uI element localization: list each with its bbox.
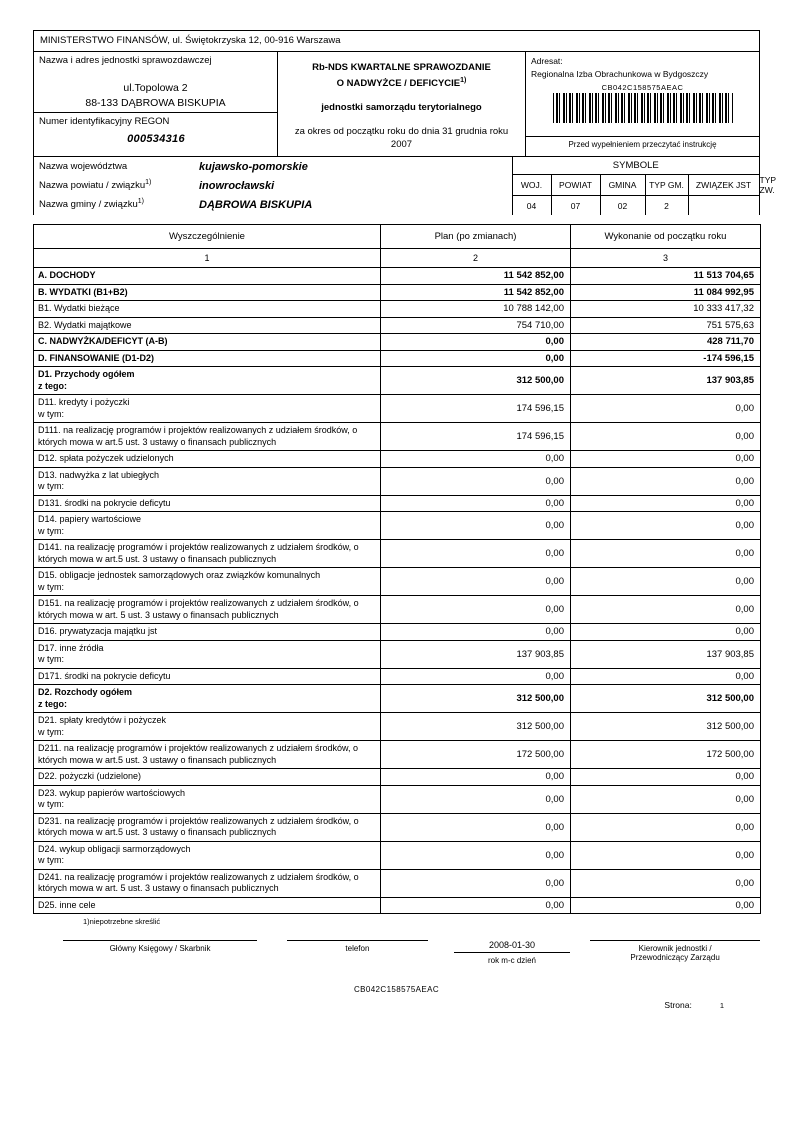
row-description-line: D17. inne źródła xyxy=(38,642,104,653)
row-execution-value: -174 596,15 xyxy=(571,350,761,367)
geo-value-wojewodztwo: kujawsko-pomorskie xyxy=(199,160,308,173)
date-value: 2008-01-30 xyxy=(488,940,535,950)
row-description-line: D14. papiery wartościowe xyxy=(38,514,142,524)
header-main xyxy=(33,51,760,156)
row-description xyxy=(34,284,381,301)
symbols-block xyxy=(513,157,777,215)
table-row xyxy=(34,769,761,786)
row-plan-value: 0,00 xyxy=(381,334,571,351)
regon-value: 000534316 xyxy=(127,133,185,145)
row-plan-value: 0,00 xyxy=(381,813,571,841)
row-description-line: D141. na realizację programów i projektów realizowanych z udziałem środków, o których mowa w art.5 ust. 3 ustawy o finansach publicznych xyxy=(38,542,359,564)
row-description xyxy=(34,334,381,351)
symbols-table xyxy=(513,175,777,215)
row-description xyxy=(34,668,381,685)
form-title-line2: O NADWYŻCE / DEFICYCIE$^{1)}$ xyxy=(336,77,467,90)
barcode-block xyxy=(526,81,759,136)
symbols-header-gmina: GMINA xyxy=(600,175,645,196)
row-plan-value: 0,00 xyxy=(381,668,571,685)
footnote-marker-3: 1) xyxy=(137,198,144,206)
row-description xyxy=(34,467,381,495)
signature-label-phone: telefon xyxy=(345,944,370,953)
footnote-text: 1)niepotrzebne skreślić xyxy=(83,917,161,926)
budget-table-header-row xyxy=(34,225,761,249)
row-execution-value: 0,00 xyxy=(571,395,761,423)
unit-address-line1: ul.Topolowa 2 xyxy=(123,82,188,94)
row-execution-value: 11 513 704,65 xyxy=(571,268,761,285)
symbols-header-powiat: POWIAT xyxy=(551,175,600,196)
symbols-value-powiat: 07 xyxy=(551,196,600,216)
row-description-line: D111. na realizację programów i projektów realizowanych z udziałem środków, o których mowa w art.5 ust. 3 ustawy o finansach publicznych xyxy=(38,425,358,447)
row-description-line: D25. inne cele xyxy=(38,899,96,910)
table-row xyxy=(34,540,761,568)
row-description xyxy=(34,367,381,395)
row-description-line: C. NADWYŻKA/DEFICYT (A-B) xyxy=(38,336,168,346)
table-row xyxy=(34,317,761,334)
row-plan-value: 0,00 xyxy=(381,624,571,641)
addressee-value: Regionalna Izba Obrachunkowa w Bydgoszczy xyxy=(531,69,709,79)
signature-line-phone xyxy=(287,940,428,942)
row-description xyxy=(34,568,381,596)
signature-line-head xyxy=(590,940,760,942)
form-title-line1: Rb-NDS KWARTALNE SPRAWOZDANIE xyxy=(312,62,491,73)
row-execution-value: 11 084 992,95 xyxy=(571,284,761,301)
row-description-line: D. FINANSOWANIE (D1-D2) xyxy=(38,352,155,363)
row-description-line: D15. obligacje jednostek samorządowych oraz związków komunalnych xyxy=(38,570,321,580)
row-plan-value: 0,00 xyxy=(381,769,571,786)
table-row xyxy=(34,284,761,301)
form-title-block xyxy=(278,52,526,156)
signature-label-head-2: Przewodniczący Zarządu xyxy=(630,953,720,962)
row-execution-value: 0,00 xyxy=(571,813,761,841)
row-description-line: D211. na realizację programów i projektów realizowanych z udziałem środków, o których mowa w art.5 ust. 3 ustawy o finansach publicznych xyxy=(38,743,358,765)
table-row xyxy=(34,568,761,596)
row-description-line: D2. Rozchody ogółem xyxy=(38,687,133,697)
symbols-value-gmina: 02 xyxy=(600,196,645,216)
row-execution-value: 0,00 xyxy=(571,423,761,451)
geo-row-powiat xyxy=(34,176,512,195)
instruction-note: Przed wypełnieniem przeczytać instrukcję xyxy=(526,136,759,156)
row-description xyxy=(34,713,381,741)
row-execution-value: 0,00 xyxy=(571,495,761,512)
addressee xyxy=(526,52,759,81)
row-description-line: B. WYDATKI (B1+B2) xyxy=(38,286,128,297)
geo-label-powiat: Nazwa powiatu / związku$^{1)}$ xyxy=(39,179,152,192)
row-description xyxy=(34,640,381,668)
row-description xyxy=(34,785,381,813)
symbols-header-typgm: TYP GM. xyxy=(645,175,688,196)
unit-address xyxy=(34,68,277,113)
row-execution-value: 0,00 xyxy=(571,512,761,540)
barcode-text: CB042C158575AEAC xyxy=(601,83,684,92)
col-header-execution: Wykonanie od początku roku xyxy=(571,225,761,249)
row-plan-value: 0,00 xyxy=(381,596,571,624)
geo-block xyxy=(33,156,777,215)
symbols-header-woj: WOJ. xyxy=(513,175,552,196)
row-execution-value: 0,00 xyxy=(571,467,761,495)
row-description-line: D22. pożyczki (udzielone) xyxy=(38,771,142,781)
table-row xyxy=(34,301,761,318)
table-row xyxy=(34,367,761,395)
row-plan-value: 0,00 xyxy=(381,495,571,512)
col-header-plan: Plan (po zmianach) xyxy=(381,225,571,249)
signature-row xyxy=(33,940,760,965)
col-number-3: 3 xyxy=(571,249,761,268)
row-description-line: D11. kredyty i pożyczki xyxy=(38,397,130,407)
reporting-unit-block xyxy=(34,52,278,156)
symbols-header-row: WOJ. POWIAT GMINA TYP GM. ZWIĄZEK JST TYP ZW. xyxy=(513,175,760,196)
row-description-line: D12. spłata pożyczek udzielonych xyxy=(38,453,174,463)
row-description-line: w tym: xyxy=(38,726,64,737)
row-execution-value: 0,00 xyxy=(571,540,761,568)
row-description-line: D231. na realizację programów i projektów realizowanych z udziałem środków, o których mowa w art.5 ust. 3 ustawy o finansach publicznych xyxy=(38,815,359,837)
row-execution-value: 312 500,00 xyxy=(571,713,761,741)
signature-head xyxy=(590,940,760,965)
form-title-line3: jednostki samorządu terytorialnego xyxy=(321,102,482,114)
row-description xyxy=(34,685,381,713)
footer-code: CB042C158575AEAC xyxy=(353,985,440,994)
row-description xyxy=(34,301,381,318)
row-execution-value: 751 575,63 xyxy=(571,317,761,334)
col-header-description: Wyszczególnienie xyxy=(34,225,381,249)
row-description xyxy=(34,596,381,624)
row-description-line: D13. nadwyżka z lat ubiegłych xyxy=(38,469,160,480)
row-description xyxy=(34,317,381,334)
col-number-1: 1 xyxy=(34,249,381,268)
row-plan-value: 312 500,00 xyxy=(381,713,571,741)
regon-block xyxy=(34,113,277,156)
table-row xyxy=(34,423,761,451)
row-execution-value: 10 333 417,32 xyxy=(571,301,761,318)
row-description-line: w tym: xyxy=(38,525,64,536)
row-execution-value: 0,00 xyxy=(571,568,761,596)
row-description-line: D131. środki na pokrycie deficytu xyxy=(38,497,171,508)
row-execution-value: 0,00 xyxy=(571,769,761,786)
signature-treasurer xyxy=(63,940,257,965)
row-description-line: D171. środki na pokrycie deficytu xyxy=(38,670,171,681)
row-plan-value: 0,00 xyxy=(381,467,571,495)
form-sheet xyxy=(33,30,777,1010)
row-plan-value: 137 903,85 xyxy=(381,640,571,668)
table-row xyxy=(34,869,761,897)
row-description xyxy=(34,841,381,869)
row-execution-value: 0,00 xyxy=(571,869,761,897)
table-row xyxy=(34,785,761,813)
row-plan-value: 174 596,15 xyxy=(381,395,571,423)
footnote-marker-2: 1) xyxy=(145,179,152,187)
row-plan-value: 0,00 xyxy=(381,785,571,813)
row-execution-value: 172 500,00 xyxy=(571,741,761,769)
table-row xyxy=(34,640,761,668)
row-execution-value: 312 500,00 xyxy=(571,685,761,713)
symbols-value-zwiazek xyxy=(688,196,759,216)
unit-label: Nazwa i adres jednostki sprawozdawczej xyxy=(39,55,212,66)
row-description-line: w tym: xyxy=(38,654,64,664)
geo-names xyxy=(34,157,513,215)
regon-label: Numer identyfikacyjny REGON xyxy=(39,116,170,127)
budget-table-number-row xyxy=(34,249,761,268)
row-plan-value: 0,00 xyxy=(381,841,571,869)
table-row xyxy=(34,596,761,624)
row-description xyxy=(34,512,381,540)
row-description-line: z tego: xyxy=(38,380,67,391)
row-execution-value: 137 903,85 xyxy=(571,640,761,668)
row-execution-value: 0,00 xyxy=(571,785,761,813)
signature-label-head-1: Kierownik jednostki / xyxy=(638,944,712,953)
table-row xyxy=(34,741,761,769)
row-description xyxy=(34,624,381,641)
row-description xyxy=(34,451,381,468)
row-plan-value: 10 788 142,00 xyxy=(381,301,571,318)
date-label: rok m-c dzień xyxy=(487,956,536,965)
row-plan-value: 312 500,00 xyxy=(381,685,571,713)
signature-date xyxy=(454,940,570,965)
table-row xyxy=(34,467,761,495)
row-description xyxy=(34,268,381,285)
ministry-header: MINISTERSTWO FINANSÓW, ul. Świętokrzyska 12, 00-916 Warszawa xyxy=(33,30,760,51)
table-row xyxy=(34,334,761,351)
symbols-header-zwiazek: ZWIĄZEK JST xyxy=(688,175,759,196)
table-row xyxy=(34,395,761,423)
row-plan-value: 0,00 xyxy=(381,512,571,540)
table-row xyxy=(34,495,761,512)
geo-row-wojewodztwo xyxy=(34,157,512,176)
budget-table-body xyxy=(34,268,761,914)
row-execution-value: 137 903,85 xyxy=(571,367,761,395)
table-row xyxy=(34,268,761,285)
row-description-line: w tym: xyxy=(38,408,64,419)
symbols-value-row xyxy=(513,196,760,216)
table-row xyxy=(34,624,761,641)
row-plan-value: 172 500,00 xyxy=(381,741,571,769)
row-description-line: D24. wykup obligacji sarmorządowych xyxy=(38,843,191,854)
addressee-label: Adresat: xyxy=(531,56,563,66)
row-description-line: w tym: xyxy=(38,855,64,865)
row-description-line: D16. prywatyzacja majątku jst xyxy=(38,626,158,636)
geo-value-gmina: DĄBROWA BISKUPIA xyxy=(199,198,313,211)
row-description-line: A. DOCHODY xyxy=(38,270,96,280)
row-plan-value: 312 500,00 xyxy=(381,367,571,395)
row-description-line: w tym: xyxy=(38,581,64,592)
row-description-line: D1. Przychody ogółem xyxy=(38,369,135,379)
row-plan-value: 0,00 xyxy=(381,540,571,568)
row-plan-value: 0,00 xyxy=(381,568,571,596)
row-description-line: D241. na realizację programów i projektów realizowanych z udziałem środków, o których mowa w art. 5 ust. 3 ustawy o finansach publicznych xyxy=(38,871,359,893)
page-number xyxy=(33,1000,760,1010)
row-description-line: B2. Wydatki majątkowe xyxy=(38,319,132,330)
table-row xyxy=(34,897,761,914)
table-row xyxy=(34,813,761,841)
row-plan-value: 11 542 852,00 xyxy=(381,268,571,285)
row-description xyxy=(34,769,381,786)
row-plan-value: 0,00 xyxy=(381,350,571,367)
geo-row-gmina xyxy=(34,195,512,214)
row-plan-value: 11 542 852,00 xyxy=(381,284,571,301)
budget-table xyxy=(33,224,761,914)
row-description-line: w tym: xyxy=(38,799,64,809)
symbols-value-typgm: 2 xyxy=(645,196,688,216)
table-row xyxy=(34,668,761,685)
addressee-block xyxy=(526,52,759,156)
row-description xyxy=(34,495,381,512)
row-plan-value: 0,00 xyxy=(381,897,571,914)
row-description-line: B1. Wydatki bieżące xyxy=(38,303,120,313)
table-row xyxy=(34,685,761,713)
row-plan-value: 0,00 xyxy=(381,869,571,897)
page-value: 1 xyxy=(719,1001,724,1010)
row-description-line: D151. na realizację programów i projektów realizowanych z udziałem środków, o których mowa w art. 5 ust. 3 ustawy o finansach publicznych xyxy=(38,598,359,620)
geo-value-powiat: inowrocławski xyxy=(199,179,275,192)
row-description-line: w tym: xyxy=(38,481,64,491)
row-execution-value: 428 711,70 xyxy=(571,334,761,351)
row-execution-value: 0,00 xyxy=(571,624,761,641)
signature-phone xyxy=(287,940,428,965)
page-label: Strona: xyxy=(664,1000,692,1010)
row-execution-value: 0,00 xyxy=(571,451,761,468)
signature-label-treasurer: Główny Księgowy / Skarbnik xyxy=(109,944,211,953)
row-execution-value: 0,00 xyxy=(571,897,761,914)
symbols-value-woj: 04 xyxy=(513,196,552,216)
row-execution-value: 0,00 xyxy=(571,668,761,685)
row-description xyxy=(34,350,381,367)
col-number-2: 2 xyxy=(381,249,571,268)
row-description xyxy=(34,423,381,451)
row-description xyxy=(34,813,381,841)
row-execution-value: 0,00 xyxy=(571,596,761,624)
row-description-line: D23. wykup papierów wartościowych xyxy=(38,787,186,798)
signature-line-date xyxy=(454,952,570,954)
row-description xyxy=(34,869,381,897)
row-description xyxy=(34,540,381,568)
footnote-marker-1: 1) xyxy=(460,77,467,84)
row-plan-value: 0,00 xyxy=(381,451,571,468)
geo-label-wojewodztwo: Nazwa województwa xyxy=(39,161,128,172)
row-execution-value: 0,00 xyxy=(571,841,761,869)
symbols-title: SYMBOLE xyxy=(513,157,760,175)
row-description xyxy=(34,741,381,769)
row-description-line: z tego: xyxy=(38,698,67,709)
row-plan-value: 754 710,00 xyxy=(381,317,571,334)
table-row xyxy=(34,512,761,540)
table-row xyxy=(34,713,761,741)
row-description-line: D21. spłaty kredytów i pożyczek xyxy=(38,715,167,725)
row-description xyxy=(34,395,381,423)
row-description xyxy=(34,897,381,914)
row-plan-value: 174 596,15 xyxy=(381,423,571,451)
barcode-image xyxy=(553,93,733,123)
form-period: za okres od początku roku do dnia 31 grudnia roku 2007 xyxy=(294,126,509,151)
signature-line-treasurer xyxy=(63,940,257,942)
unit-address-line2: 88-133 DĄBROWA BISKUPIA xyxy=(85,97,226,109)
geo-label-gmina: Nazwa gminy / związku$^{1)}$ xyxy=(39,198,144,211)
table-row xyxy=(34,841,761,869)
table-row xyxy=(34,451,761,468)
table-row xyxy=(34,350,761,367)
